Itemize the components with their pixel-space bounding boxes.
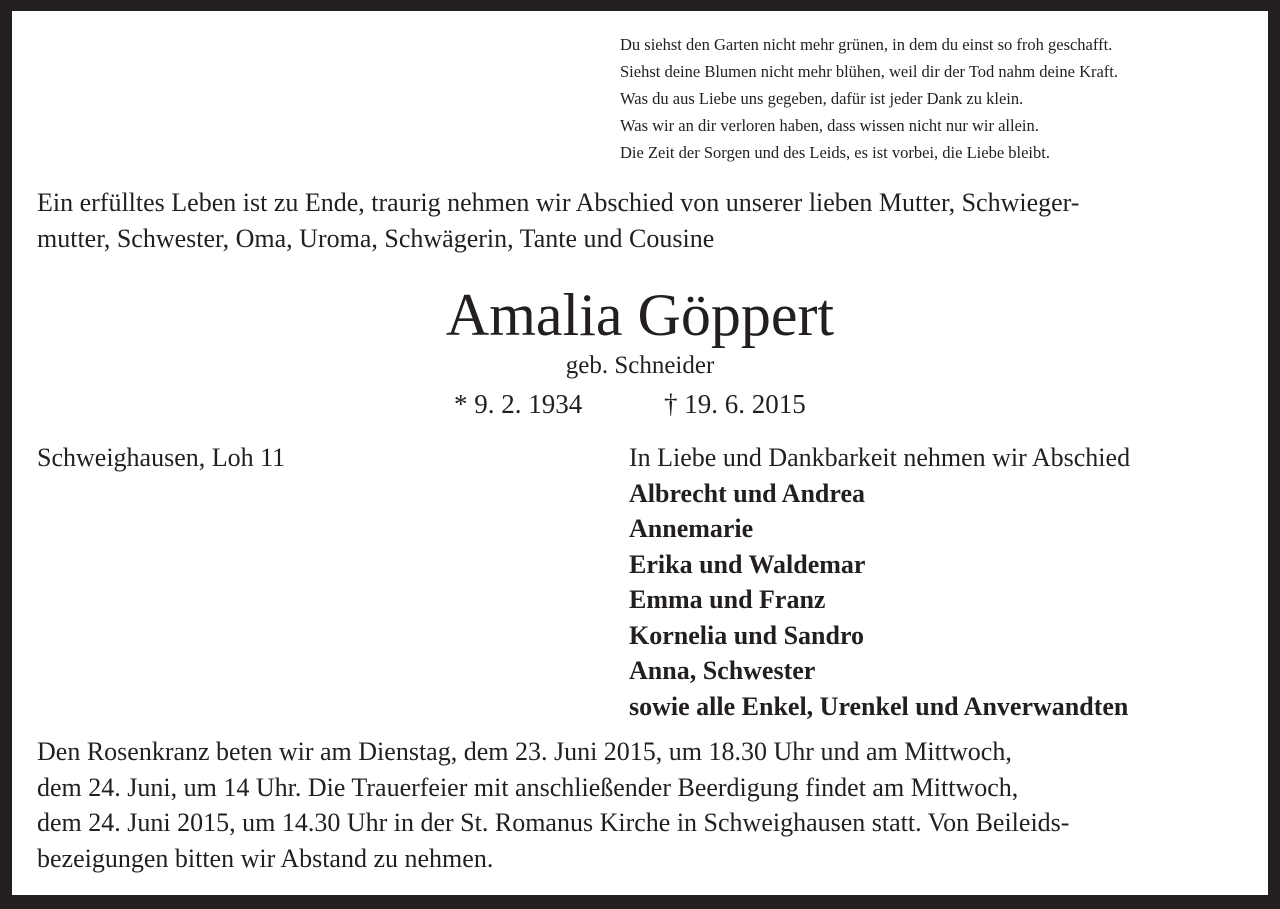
notice-line: dem 24. Juni, um 14 Uhr. Die Trauerfeier mit anschließender Beerdigung findet am Mittwoch, <box>37 772 1019 802</box>
poem-line: Du siehst den Garten nicht mehr grünen, in dem du einst so froh geschafft. <box>620 35 1113 54</box>
mourners-list <box>629 440 1130 724</box>
poem-line: Was wir an dir verloren haben, dass wissen nicht nur wir allein. <box>620 116 1039 135</box>
notice-line: Den Rosenkranz beten wir am Dienstag, dem 23. Juni 2015, um 18.30 Uhr und am Mittwoch, <box>37 737 1012 766</box>
birth-date: * 9. 2. 1934 <box>454 389 583 419</box>
death-date: † 19. 6. 2015 <box>664 389 806 419</box>
mourner-name: Erika und Waldemar <box>629 549 866 579</box>
poem-line: Was du aus Liebe uns gegeben, dafür ist jeder Dank zu klein. <box>620 89 1024 108</box>
intro-paragraph <box>37 185 1249 257</box>
obituary-notice <box>12 11 1268 895</box>
intro-line: mutter, Schwester, Oma, Uroma, Schwägerin, Tante und Cousine <box>37 224 715 253</box>
poem <box>620 31 1118 166</box>
poem-line: Siehst deine Blumen nicht mehr blühen, weil dir der Tod nahm deine Kraft. <box>620 62 1119 81</box>
mourners-intro: In Liebe und Dankbarkeit nehmen wir Abschied <box>629 443 1131 472</box>
mourner-name: Albrecht und Andrea <box>629 478 865 508</box>
funeral-notice <box>37 734 1249 876</box>
intro-line: Ein erfülltes Leben ist zu Ende, traurig nehmen wir Abschied von unserer lieben Mutter, Schwieger- <box>37 188 1080 217</box>
mourner-name: sowie alle Enkel, Urenkel und Anverwandten <box>629 691 1129 721</box>
notice-line: bezeigungen bitten wir Abstand zu nehmen. <box>37 843 494 873</box>
deceased-name: Amalia Göppert <box>445 282 835 348</box>
notice-line: dem 24. Juni 2015, um 14.30 Uhr in der St. Romanus Kirche in Schweighausen statt. Von Beileids- <box>37 808 1070 837</box>
mourner-name: Emma und Franz <box>629 585 826 614</box>
poem-line: Die Zeit der Sorgen und des Leids, es ist vorbei, die Liebe bleibt. <box>620 143 1050 162</box>
maiden-name: geb. Schneider <box>565 352 715 379</box>
mourner-name: Anna, Schwester <box>629 656 816 685</box>
mourner-name: Annemarie <box>629 514 754 543</box>
residence-address: Schweighausen, Loh 11 <box>37 443 286 472</box>
mourner-name: Kornelia und Sandro <box>629 620 865 650</box>
life-dates <box>454 386 806 422</box>
